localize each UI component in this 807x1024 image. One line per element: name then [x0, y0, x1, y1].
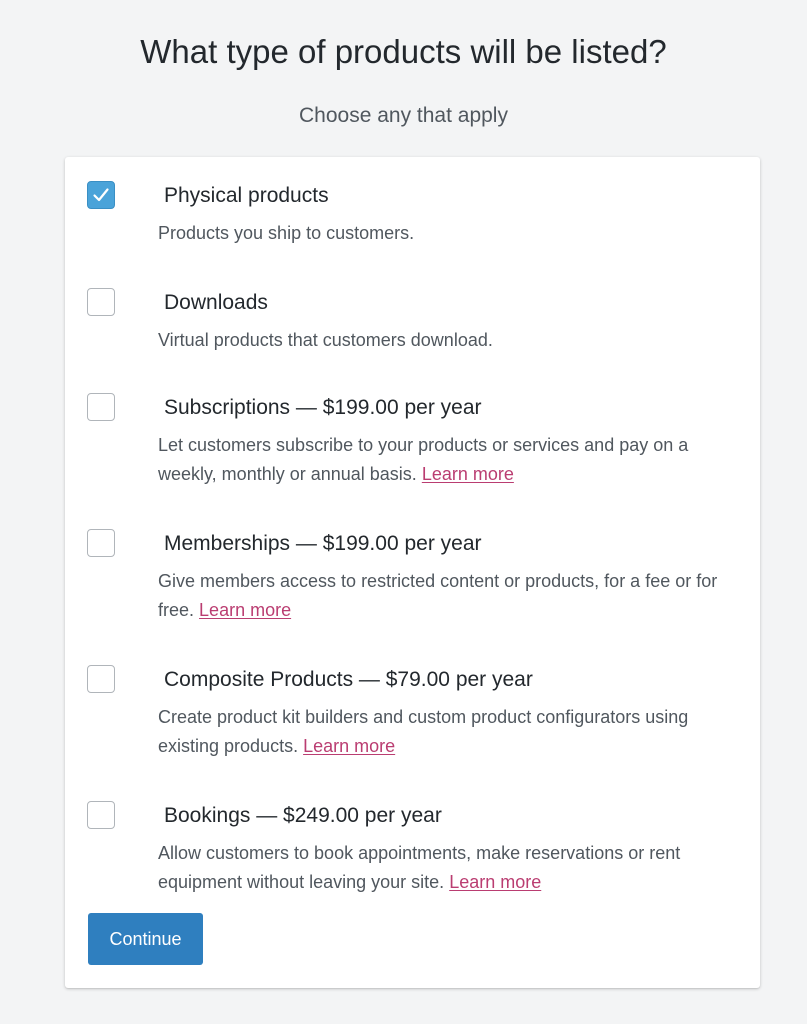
option-description-text: Give members access to restricted content or products, for a fee or for free. [158, 571, 718, 620]
option-description-text: Let customers subscribe to your products or services and pay on a weekly, monthly or annual basis. [158, 435, 689, 484]
option-title: Bookings — $249.00 per year [164, 804, 442, 827]
option-description-text: Products you ship to customers. [158, 223, 415, 243]
learn-more-link[interactable]: Learn more [449, 872, 542, 892]
page-title: What type of products will be listed? [140, 33, 667, 70]
bookings-checkbox[interactable] [87, 801, 115, 829]
checkmark-icon [91, 185, 111, 205]
learn-more-link[interactable]: Learn more [421, 464, 514, 484]
option-title: Composite Products — $79.00 per year [164, 668, 533, 691]
subscriptions-checkbox[interactable] [87, 393, 115, 421]
learn-more-link[interactable]: Learn more [199, 600, 292, 620]
continue-button[interactable]: Continue [88, 913, 203, 965]
physical-products-checkbox[interactable] [87, 181, 115, 209]
option-description-text: Create product kit builders and custom product configurators using existing products. [158, 707, 689, 756]
option-title: Subscriptions — $199.00 per year [164, 396, 482, 419]
product-types-card [65, 157, 760, 988]
downloads-checkbox[interactable] [87, 288, 115, 316]
option-description [158, 703, 748, 761]
option-description-text: Allow customers to book appointments, make reservations or rent equipment without leaving your site. [158, 843, 681, 892]
option-title: Memberships — $199.00 per year [164, 532, 482, 555]
learn-more-link[interactable]: Learn more [303, 736, 396, 756]
option-description-text: Virtual products that customers download. [158, 330, 493, 350]
option-title: Downloads [164, 291, 268, 314]
option-description [158, 431, 748, 489]
composite-products-checkbox[interactable] [87, 665, 115, 693]
option-description [158, 839, 748, 897]
option-description [158, 219, 748, 248]
option-description [158, 326, 748, 355]
option-description [158, 567, 748, 625]
option-title: Physical products [164, 184, 329, 207]
memberships-checkbox[interactable] [87, 529, 115, 557]
page-subtitle: Choose any that apply [299, 104, 508, 127]
